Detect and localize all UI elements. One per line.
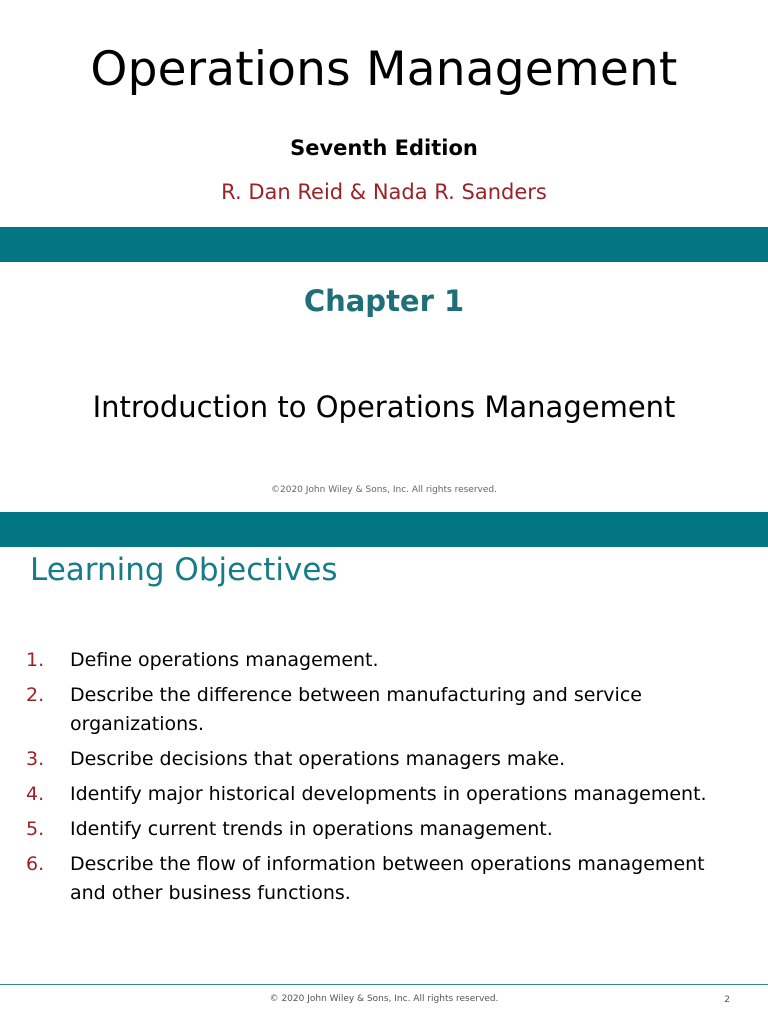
objective-item <box>26 681 726 739</box>
objective-number: 2. <box>26 684 45 706</box>
footer-divider <box>0 984 768 985</box>
objective-item <box>26 850 726 908</box>
objective-item <box>26 815 726 844</box>
footer-copyright: © 2020 John Wiley & Sons, Inc. All rights reserved. <box>269 994 499 1004</box>
objective-text: Describe the flow of information between operations management and other business functions. <box>70 853 705 904</box>
objective-number: 3. <box>26 748 45 770</box>
objective-number: 6. <box>26 853 45 875</box>
teal-header-band <box>0 512 768 547</box>
authors-line: R. Dan Reid & Nada R. Sanders <box>221 180 547 204</box>
objective-text: Identify current trends in operations management. <box>70 818 553 840</box>
objective-number: 4. <box>26 783 45 805</box>
objective-text: Identify major historical developments in operations management. <box>70 783 707 805</box>
learning-objectives-heading: Learning Objectives <box>30 552 338 588</box>
chapter-title: Introduction to Operations Management <box>92 390 676 424</box>
book-title: Operations Management <box>90 42 678 97</box>
objective-number: 1. <box>26 649 45 671</box>
objective-text: Describe decisions that operations managers make. <box>70 748 566 770</box>
objective-item <box>26 745 726 774</box>
objective-text: Describe the difference between manufacturing and service organizations. <box>70 684 642 735</box>
objective-item <box>26 646 726 675</box>
objective-text: Define operations management. <box>70 649 379 671</box>
objectives-list <box>26 646 726 914</box>
slide1-copyright: ©2020 John Wiley & Sons, Inc. All rights reserved. <box>271 485 497 495</box>
teal-divider-band <box>0 227 768 262</box>
objective-item <box>26 780 726 809</box>
objective-number: 5. <box>26 818 45 840</box>
chapter-label: Chapter 1 <box>303 284 465 318</box>
edition-label: Seventh Edition <box>290 136 478 160</box>
page-number: 2 <box>724 995 730 1005</box>
